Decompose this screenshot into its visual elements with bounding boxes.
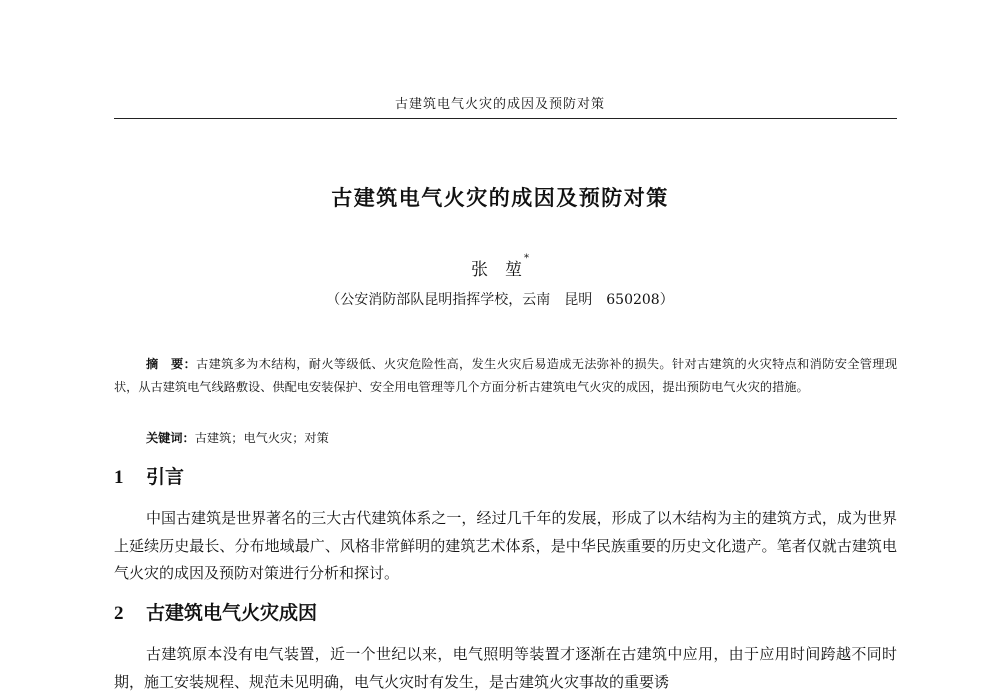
- section-number: 1: [114, 467, 124, 488]
- header-divider: [114, 118, 897, 119]
- keywords-label: 关键词：: [146, 431, 195, 445]
- section-title: 古建筑电气火灾成因: [146, 602, 318, 624]
- abstract: [114, 353, 897, 399]
- paper-title: 古建筑电气火灾的成因及预防对策: [331, 186, 669, 210]
- keywords: [146, 427, 329, 449]
- affiliation: （公安消防部队昆明指挥学校，云南 昆明 650208）: [326, 292, 674, 308]
- running-header: 古建筑电气火灾的成因及预防对策: [394, 97, 605, 112]
- section-heading: [114, 462, 184, 489]
- abstract-text: 古建筑多为木结构，耐火等级低、火灾危险性高，发生火灾后易造成无法弥补的损失。针对古建筑的火灾特点和消防安全管理现状，从古建筑电气线路敷设、供配电安装保护、安全用电管理等几个方面分析古建筑电气火灾的成因，提出预防电气火灾的措施。: [114, 357, 898, 394]
- section-paragraph: 古建筑原本没有电气装置，近一个世纪以来，电气照明等装置才逐渐在古建筑中应用，由于应用时间跨越不同时期，施工安装规程、规范未见明确，电气火灾时有发生，是古建筑火灾事故的重要诱: [114, 645, 897, 691]
- author-name: 张 堃: [471, 260, 522, 280]
- abstract-label: 摘 要：: [146, 357, 197, 371]
- section-number: 2: [114, 603, 124, 624]
- keywords-text: 古建筑；电气火灾；对策: [194, 431, 329, 445]
- section-heading: [114, 598, 317, 625]
- section-paragraph: 中国古建筑是世界著名的三大古代建筑体系之一，经过几千年的发展，形成了以木结构为主的建筑方式，成为世界上延续历史最长、分布地域最广、风格非常鲜明的建筑艺术体系，是中华民族重要的历史文化遗产。笔者仅就古建筑电气火灾的成因及预防对策进行分析和探讨。: [114, 509, 897, 582]
- author: [0, 255, 1000, 280]
- section-title: 引言: [146, 466, 185, 488]
- author-footnote-mark: *: [524, 253, 529, 264]
